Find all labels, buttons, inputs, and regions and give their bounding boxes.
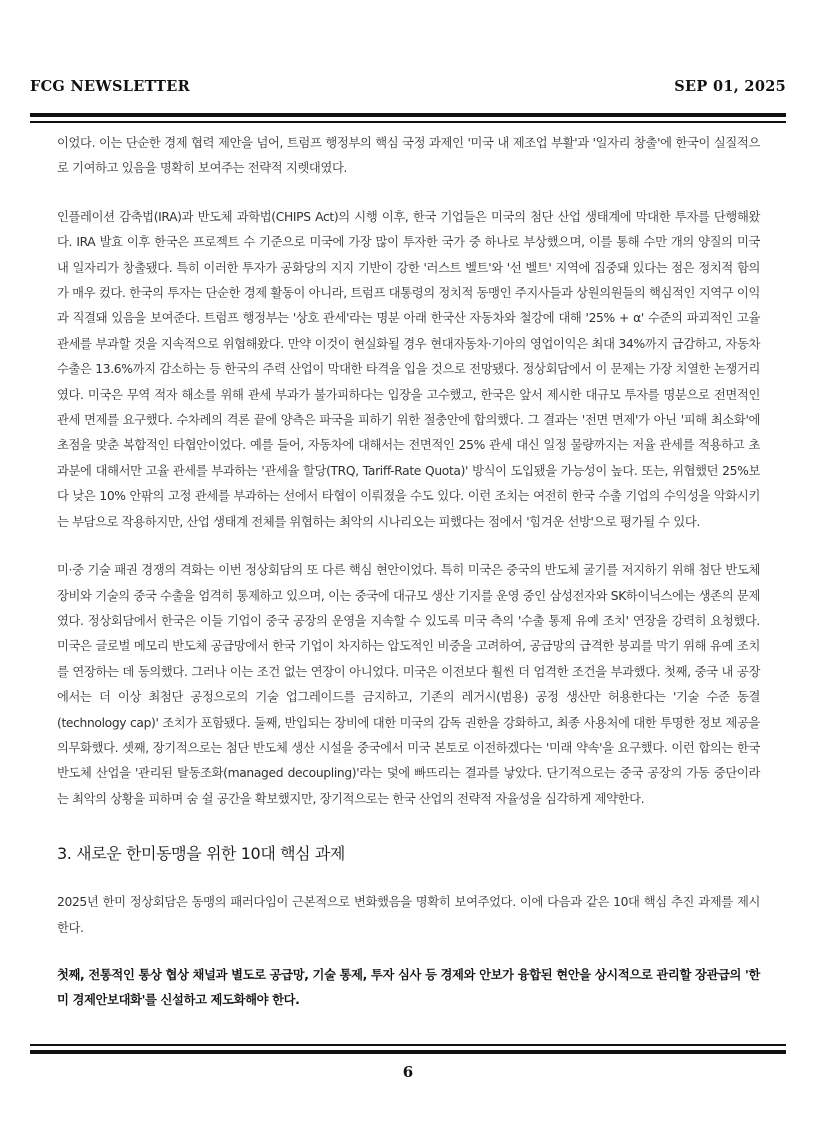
page-number: 6 [402,1063,414,1081]
newsletter-title: FCG NEWSLETTER [30,78,190,95]
paragraph-5-bold: 첫째, 전통적인 통상 협상 채널과 별도로 공급망, 기술 통제, 투자 심사 등 경제와 안보가 융합된 현안을 상시적으로 관리할 장관급의 '한미 경제안보대화'를 신설하고 제도화해야 한다. [57,967,760,1008]
issue-date: SEP 01, 2025 [674,78,786,95]
page-header [30,78,786,95]
section-heading: 3. 새로운 한미동맹을 위한 10대 핵심 과제 [57,844,345,864]
header-rule-thin [30,121,786,123]
header-rule-thick [30,113,786,117]
footer-rule-thin [30,1044,786,1046]
footer-rule-thick [30,1050,786,1054]
paragraph-3: 미·중 기술 패권 경쟁의 격화는 이번 정상회담의 또 다른 핵심 현안이었다. 특히 미국은 중국의 반도체 굴기를 저지하기 위해 첨단 반도체 장비와 기술의 중국 수출을 엄격히 통제하고 있으며, 이는 중국에 대규모 생산 기지를 운영 중인 삼성전자와 SK하이닉스에는 생존의 문제였다. 정상회담에서 한국은 이들 기업이 중국 공장의 운영을 지속할 수 있도록 미국 측의 '수출 통제 유예 조치' 연장을 강력히 요청했다. 미국은 글로벌 메모리 반도체 공급망에서 한국 기업이 차지하는 압도적인 비중을 고려하여, 공급망의 급격한 붕괴를 막기 위해 유예 조치를 연장하는 데 동의했다. 그러나 이는 조건 없는 연장이 아니었다. 미국은 이전보다 훨씬 더 엄격한 조건을 부과했다. 첫째, 중국 내 공장에서는 더 이상 최첨단 공정으로의 기술 업그레이드를 금지하고, 기존의 레거시(범용) 공정 생산만 허용한다는 '기술 수준 동결(technology cap)' 조치가 포함됐다. 둘째, 반입되는 장비에 대한 미국의 감독 권한을 강화하고, 최종 사용처에 대한 투명한 정보 제공을 의무화했다. 셋째, 장기적으로는 첨단 반도체 생산 시설을 중국에서 미국 본토로 이전하겠다는 '미래 약속'을 요구했다. 이런 합의는 한국 반도체 산업을 '관리된 탈동조화(managed decoupling)'라는 덫에 빠뜨리는 결과를 낳았다. 단기적으로는 중국 공장의 가동 중단이라는 최악의 상황을 피하며 숨 쉴 공간을 확보했지만, 장기적으로는 한국 산업의 전략적 자율성을 심각하게 제약한다. [57,563,760,806]
paragraph-1: 이었다. 이는 단순한 경제 협력 제안을 넘어, 트럼프 행정부의 핵심 국정 과제인 '미국 내 제조업 부활'과 '일자리 창출'에 한국이 실질적으로 기여하고 있음을 명확히 보여주는 전략적 지렛대였다. [57,136,760,176]
paragraph-2: 인플레이션 감축법(IRA)과 반도체 과학법(CHIPS Act)의 시행 이후, 한국 기업들은 미국의 첨단 산업 생태계에 막대한 투자를 단행해왔다. IRA 발효 이후 한국은 프로젝트 수 기준으로 미국에 가장 많이 투자한 국가 중 하나로 부상했으며, 이를 통해 수만 개의 양질의 미국 내 일자리가 창출됐다. 특히 이러한 투자가 공화당의 지지 기반이 강한 '러스트 벨트'와 '선 벨트' 지역에 집중돼 있다는 점은 정치적 함의가 매우 컸다. 한국의 투자는 단순한 경제 활동이 아니라, 트럼프 대통령의 정치적 동맹인 주지사들과 상원의원들의 핵심적인 지역구 이익과 직결돼 있음을 보여준다. 트럼프 행정부는 '상호 관세'라는 명분 아래 한국산 자동차와 철강에 대해 '25% + α' 수준의 파괴적인 고율 관세를 부과할 것을 지속적으로 위협해왔다. 만약 이것이 현실화될 경우 현대자동차·기아의 영업이익은 최대 34%까지 급감하고, 자동차 수출은 13.6%까지 감소하는 등 한국의 주력 산업이 막대한 타격을 입을 것으로 전망됐다. 정상회담에서 이 문제는 가장 치열한 논쟁거리였다. 미국은 무역 적자 해소를 위해 관세 부과가 불가피하다는 입장을 고수했고, 한국은 앞서 제시한 대규모 투자를 명분으로 전면적인 관세 면제를 요구했다. 수차례의 격론 끝에 양측은 파국을 피하기 위한 절충안에 합의했다. 그 결과는 '전면 면제'가 아닌 '피해 최소화'에 초점을 맞춘 복합적인 타협안이었다. 예를 들어, 자동차에 대해서는 전면적인 25% 관세 대신 일정 물량까지는 저율 관세를 적용하고 초과분에 대해서만 고율 관세를 부과하는 '관세율 할당(TRQ, Tariff-Rate Quota)' 방식이 도입됐을 가능성이 높다. 또는, 위협했던 25%보다 낮은 10% 안팎의 고정 관세를 부과하는 선에서 타협이 이뤄졌을 수도 있다. 이런 조치는 여전히 한국 수출 기업의 수익성을 악화시키는 부담으로 작용하지만, 산업 생태계 전체를 위협하는 최악의 시나리오는 피했다는 점에서 '힘겨운 선방'으로 평가될 수 있다. [57,209,760,529]
article-body [57,131,760,1014]
paragraph-4: 2025년 한미 정상회담은 동맹의 패러다임이 근본적으로 변화했음을 명확히 보여주었다. 이에 다음과 같은 10대 핵심 추진 과제를 제시한다. [57,895,760,935]
